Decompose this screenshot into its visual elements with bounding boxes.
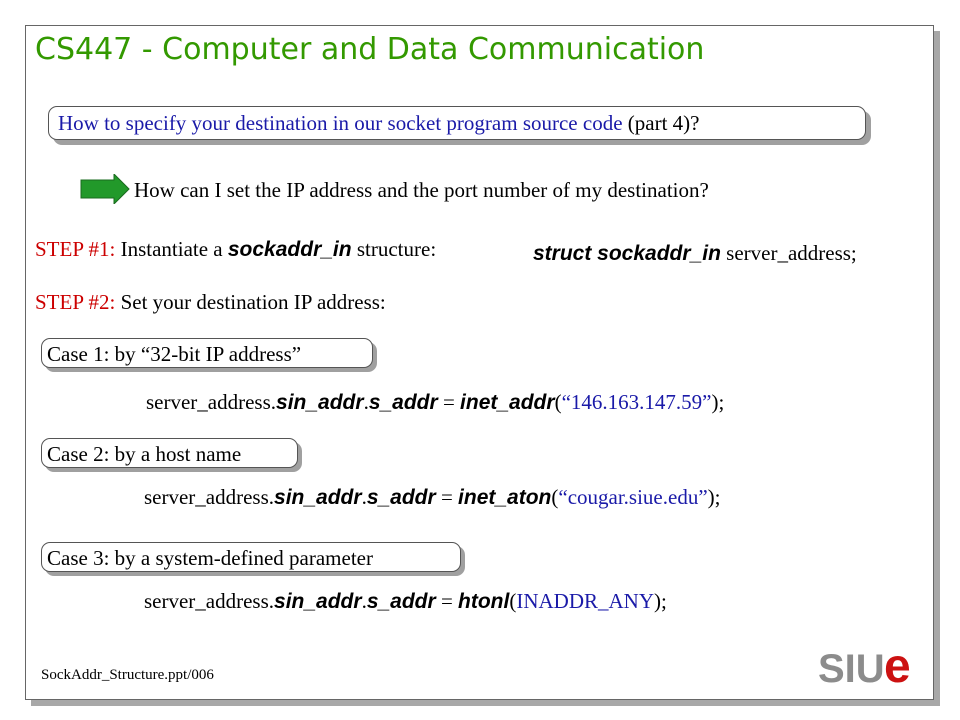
case2-code-arg: “cougar.siue.edu”	[558, 485, 708, 509]
step1-keyword: sockaddr_in	[227, 238, 352, 261]
step1-code	[533, 241, 857, 266]
step1-line	[35, 237, 436, 262]
siue-logo	[816, 640, 932, 692]
step2-line	[35, 290, 386, 314]
case1-code-field1: sin_addr	[276, 391, 364, 414]
slide-footer: SockAddr_Structure.ppt/006	[41, 667, 214, 683]
case2-code-dot: .	[361, 485, 367, 509]
case2-code-field2: s_addr	[366, 486, 436, 509]
case1-code-arg: “146.163.147.59”	[561, 390, 712, 414]
case2-label: Case 2: by a host name	[47, 442, 242, 466]
case3-label: Case 3: by a system-defined parameter	[47, 546, 373, 570]
case1-code-prefix: server_address.	[146, 390, 277, 414]
case3-code-eq: =	[435, 589, 459, 613]
case3-code-dot: .	[361, 589, 367, 613]
case2-code-field1: sin_addr	[274, 486, 362, 509]
case1-code-function: inet_addr	[460, 391, 555, 414]
subquestion-text: How can I set the IP address and the port number of my destination?	[134, 178, 709, 202]
case2-code-function: inet_aton	[458, 486, 552, 509]
case3-code-prefix: server_address.	[144, 589, 275, 613]
case2-code-close: );	[707, 485, 721, 509]
case3-code-arg: INADDR_ANY	[516, 589, 655, 613]
case1-code-open: (	[554, 390, 562, 414]
case2-code-open: (	[551, 485, 559, 509]
case3-code	[144, 589, 667, 614]
case1-code-eq: =	[437, 390, 461, 414]
step1-text-after: structure:	[351, 237, 437, 261]
header-question-part: (part 4)?	[622, 111, 700, 135]
logo-text-e: e	[884, 640, 911, 692]
case1-code-dot: .	[363, 390, 369, 414]
case3-code-function: htonl	[458, 590, 510, 613]
step1-text-before: Instantiate a	[115, 237, 228, 261]
step1-label: STEP #1:	[35, 237, 116, 261]
case1-code-field2: s_addr	[368, 391, 438, 414]
case1-code-close: );	[711, 390, 725, 414]
case2-code-eq: =	[435, 485, 459, 509]
case1-code	[146, 390, 724, 415]
header-question-main: How to specify your destination in our socket program source code	[58, 111, 623, 135]
step2-text: Set your destination IP address:	[115, 290, 386, 314]
step1-code-rest: server_address;	[720, 241, 857, 265]
step2-label: STEP #2:	[35, 290, 116, 314]
logo-text-siu: SIU	[818, 647, 885, 691]
right-arrow-icon	[80, 174, 130, 204]
slide-title: CS447 - Computer and Data Communication	[35, 32, 705, 67]
case1-label: Case 1: by “32-bit IP address”	[47, 342, 302, 366]
case2-code-prefix: server_address.	[144, 485, 275, 509]
case3-code-close: );	[654, 589, 667, 613]
case3-code-field2: s_addr	[366, 590, 436, 613]
case2-code	[144, 485, 720, 510]
case3-code-field1: sin_addr	[274, 590, 362, 613]
case3-code-open: (	[509, 589, 517, 613]
step1-code-keyword: struct sockaddr_in	[533, 242, 721, 265]
